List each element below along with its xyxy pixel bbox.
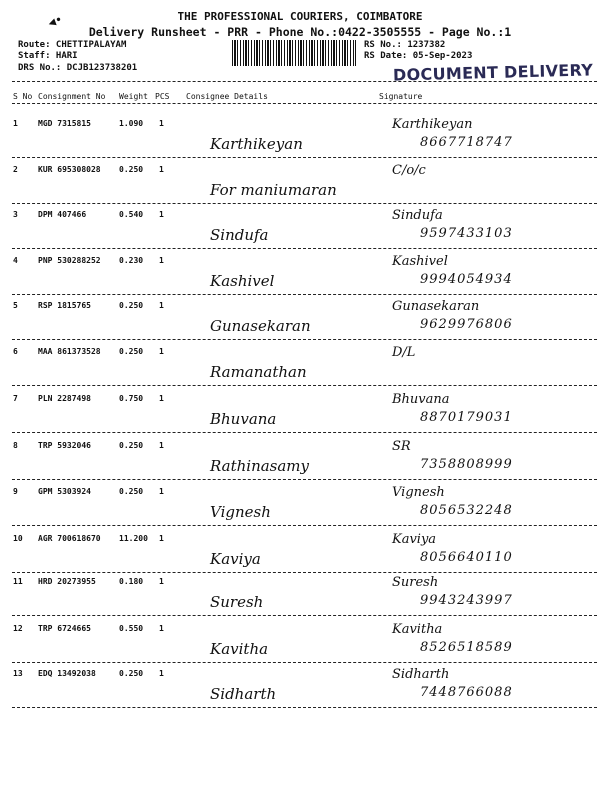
pcs-value: 1	[159, 394, 164, 403]
divider	[12, 294, 597, 295]
table-row	[0, 483, 600, 527]
row-sno: 7	[13, 394, 18, 403]
table-row	[0, 115, 600, 159]
divider	[12, 103, 597, 104]
consignment-number: GPM 5303924	[38, 487, 91, 496]
signature: Karthikeyan	[392, 117, 473, 132]
phone-number: 8526518589	[420, 640, 513, 655]
pcs-value: 1	[159, 165, 164, 174]
col-consignment: Consignment No	[38, 92, 106, 101]
table-row	[0, 665, 600, 709]
table-row	[0, 530, 600, 574]
signature: Kashivel	[392, 254, 448, 269]
consignment-number: HRD 20273955	[38, 577, 96, 586]
rs-number: RS No.: 1237382	[364, 40, 446, 50]
signature: Suresh	[392, 575, 439, 590]
consignee-name: Sidharth	[210, 685, 277, 703]
divider	[12, 339, 597, 340]
drs-number: DRS No.: DCJB123738201	[18, 63, 138, 73]
signature: Sindufa	[392, 208, 443, 223]
col-signature: Signature	[379, 92, 423, 101]
consignee-name: Sindufa	[210, 226, 269, 244]
pcs-value: 1	[159, 441, 164, 450]
weight-value: 1.090	[119, 119, 144, 128]
consignment-number: TRP 5932046	[38, 441, 91, 450]
weight-value: 0.550	[119, 624, 144, 633]
row-sno: 9	[13, 487, 18, 496]
table-row	[0, 161, 600, 205]
phone-number: 9943243997	[420, 593, 513, 608]
document-delivery-stamp: DOCUMENT DELIVERY	[392, 60, 594, 85]
divider	[12, 203, 597, 204]
divider	[12, 615, 597, 616]
consignment-number: RSP 1815765	[38, 301, 91, 310]
row-sno: 2	[13, 165, 18, 174]
rs-date: RS Date: 05-Sep-2023	[364, 51, 473, 61]
consignee-name: Ramanathan	[210, 363, 307, 381]
weight-value: 11.200	[119, 534, 148, 543]
phone-number: 8056532248	[420, 503, 513, 518]
phone-number: 9994054934	[420, 272, 513, 287]
col-sno: S No	[13, 92, 33, 101]
divider	[12, 385, 597, 386]
consignee-name: Kavitha	[210, 640, 269, 658]
pcs-value: 1	[159, 669, 164, 678]
signature: Kaviya	[392, 532, 437, 547]
table-row	[0, 297, 600, 341]
consignee-name: Karthikeyan	[210, 135, 303, 153]
table-row	[0, 620, 600, 664]
weight-value: 0.750	[119, 394, 144, 403]
table-row	[0, 252, 600, 296]
barcode	[232, 40, 356, 66]
signature: D/L	[392, 345, 416, 360]
consignment-number: DPM 407466	[38, 210, 87, 219]
row-sno: 5	[13, 301, 18, 310]
divider	[12, 432, 597, 433]
row-sno: 11	[13, 577, 23, 586]
phone-number: 9629976806	[420, 317, 513, 332]
row-sno: 4	[13, 256, 18, 265]
signature: Kavitha	[392, 622, 443, 637]
signature: Bhuvana	[392, 392, 450, 407]
pcs-value: 1	[159, 347, 164, 356]
consignee-name: Rathinasamy	[210, 457, 310, 475]
weight-value: 0.230	[119, 256, 144, 265]
row-sno: 1	[13, 119, 18, 128]
weight-value: 0.540	[119, 210, 144, 219]
pcs-value: 1	[159, 256, 164, 265]
col-pcs: PCS	[155, 92, 170, 101]
corner-mark: ◀•	[46, 11, 65, 31]
phone-number: 8056640110	[420, 550, 513, 565]
consignee-name: Gunasekaran	[210, 317, 311, 335]
consignment-number: EDQ 13492038	[38, 669, 96, 678]
consignee-name: Bhuvana	[210, 410, 277, 428]
consignment-number: MAA 861373528	[38, 347, 101, 356]
consignee-name: For maniumaran	[210, 181, 337, 199]
consignment-number: AGR 700618670	[38, 534, 101, 543]
phone-number: 8667718747	[420, 135, 513, 150]
consignee-name: Vignesh	[210, 503, 271, 521]
signature: Vignesh	[392, 485, 445, 500]
weight-value: 0.250	[119, 347, 144, 356]
phone-number: 7358808999	[420, 457, 513, 472]
divider	[12, 707, 597, 708]
row-sno: 6	[13, 347, 18, 356]
table-row	[0, 390, 600, 434]
table-row	[0, 206, 600, 250]
row-sno: 13	[13, 669, 23, 678]
weight-value: 0.250	[119, 301, 144, 310]
row-sno: 10	[13, 534, 23, 543]
pcs-value: 1	[159, 210, 164, 219]
col-weight: Weight	[119, 92, 148, 101]
consignee-name: Suresh	[210, 593, 264, 611]
divider	[12, 248, 597, 249]
col-consignee: Consignee Details	[186, 92, 268, 101]
signature: Gunasekaran	[392, 299, 480, 314]
consignee-name: Kashivel	[210, 272, 275, 290]
divider	[12, 525, 597, 526]
phone-number: 9597433103	[420, 226, 513, 241]
pcs-value: 1	[159, 301, 164, 310]
row-sno: 8	[13, 441, 18, 450]
consignment-number: PNP 530288252	[38, 256, 101, 265]
row-sno: 12	[13, 624, 23, 633]
pcs-value: 1	[159, 119, 164, 128]
staff-label: Staff: HARI	[18, 51, 78, 61]
pcs-value: 1	[159, 487, 164, 496]
weight-value: 0.250	[119, 669, 144, 678]
pcs-value: 1	[159, 624, 164, 633]
route-label: Route: CHETTIPALAYAM	[18, 40, 127, 50]
divider	[12, 662, 597, 663]
header-title: THE PROFESSIONAL COURIERS, COIMBATORE	[177, 10, 423, 23]
table-row	[0, 343, 600, 387]
divider	[12, 81, 597, 82]
weight-value: 0.250	[119, 441, 144, 450]
consignment-number: KUR 695308028	[38, 165, 101, 174]
signature: C/o/c	[392, 163, 426, 178]
consignment-number: MGD 7315815	[38, 119, 91, 128]
divider	[12, 157, 597, 158]
consignment-number: PLN 2287498	[38, 394, 91, 403]
row-sno: 3	[13, 210, 18, 219]
weight-value: 0.250	[119, 165, 144, 174]
signature: Sidharth	[392, 667, 450, 682]
signature: SR	[392, 439, 411, 454]
header-subtitle: Delivery Runsheet - PRR - Phone No.:0422-3505555 - Page No.:1	[88, 25, 512, 39]
table-row	[0, 573, 600, 617]
weight-value: 0.180	[119, 577, 144, 586]
consignment-number: TRP 6724665	[38, 624, 91, 633]
pcs-value: 1	[159, 534, 164, 543]
table-row	[0, 437, 600, 481]
consignee-name: Kaviya	[210, 550, 261, 568]
phone-number: 7448766088	[420, 685, 513, 700]
weight-value: 0.250	[119, 487, 144, 496]
phone-number: 8870179031	[420, 410, 513, 425]
pcs-value: 1	[159, 577, 164, 586]
divider	[12, 479, 597, 480]
